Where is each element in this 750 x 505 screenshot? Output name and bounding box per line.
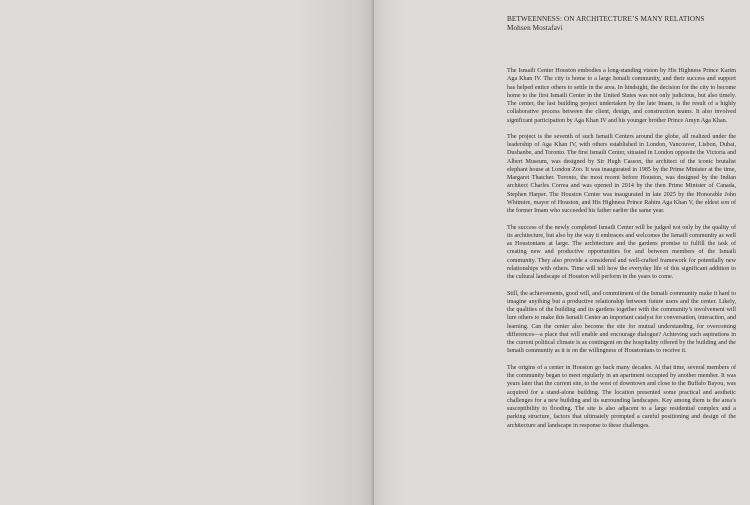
paragraph: The success of the newly completed Ismaili Center will be judged not only by the quality of its architecture, but also by the way it embraces and welcomes the Ismaili community as well as Houstonians at large. The architecture and the gardens promise to fulfill the task of creating new and productive opportunities for and between members of the Ismaili community. They also provide a considered and well-crafted framework for potentially new relationships with others. Time will tell how the everyday life of this significant addition to the cultural landscape of Houston will perform in the years to come. — [507, 224, 736, 281]
paragraph: The project is the seventh of such Ismaili Centers around the globe, all realized under the leadership of Aga Khan IV, with others established in London, Vancouver, Lisbon, Dubai, Dushanbe, and Toronto. The first Ismaili Center, situated in London opposite the Victoria and Albert Museum, was designed by Sir Hugh Casson, the architect of the iconic brutalist elephant house at London Zoo. It was inaugurated in 1985 by the Prime Minister at the time, Margaret Thatcher. Toronto, the most recent before Houston, was designed by the Indian architect Charles Correa and was opened in 2014 by the then Prime Minister of Canada, Stephen Harper. The Houston Center was inaugurated in late 2025 by the Honorable John Whitmire, mayor of Houston, and His Highness Prince Rahim Aga Khan V, the eldest son of the former Imam who succeeded his father earlier the same year. — [507, 133, 736, 215]
running-head — [507, 15, 737, 33]
chapter-title: BETWEENNESS: ON ARCHITECTURE’S MANY RELATIONS — [507, 15, 705, 23]
paragraph: The origins of a center in Houston go back many decades. At that time, several members of the community began to meet regularly in an apartment occupied by another member. It was years later that the current site, to the west of downtown and close to the Buffalo Bayou, was acquired for a stand-alone building. The location presented some practical and aesthetic challenges for a new building and its surrounding landscapes. Key among them is the area’s susceptibility to flooding. The site is also adjacent to a large residential complex and a parking structure, factors that ultimately prompted a careful positioning and design of the architecture and landscape in response to these challenges. — [507, 364, 736, 429]
author-name: Mohsen Mostafavi — [507, 24, 563, 32]
left-page — [0, 0, 374, 505]
paragraph: The Ismaili Center Houston embodies a long-standing vision by His Highness Prince Karim Aga Khan IV. The city is home to a large Ismaili community, and their success and support has helped entice others to settle in the area. In hindsight, the decision for the city to become home to the first Ismaili Center in the United States was not only judicious, but also timely. The center, the last building project undertaken by the late Imam, is the result of a highly collaborative process between the client, design, and construction teams. It also involved significant participation by Aga Khan IV and his younger brother Prince Amyn Aga Khan. — [507, 68, 736, 124]
body-text — [507, 67, 736, 438]
paragraph: Still, the achievements, good will, and commitment of the Ismaili community make it hard to imagine anything but a productive relationship between future users and the center. Likely, the qualities of the building and its gardens together with the community’s involvement will lure others to make this Ismaili Center an important catalyst for conversation, interaction, and learning. Can the center also become the site for mutual understanding, for overcoming differences—a place that will enable and encourage dialogue? Achieving such aspirations in the current political climate is as contingent on the hospitality offered by the building and the Ismaili community as it is on the willingness of Houstonians to receive it. — [507, 290, 736, 355]
